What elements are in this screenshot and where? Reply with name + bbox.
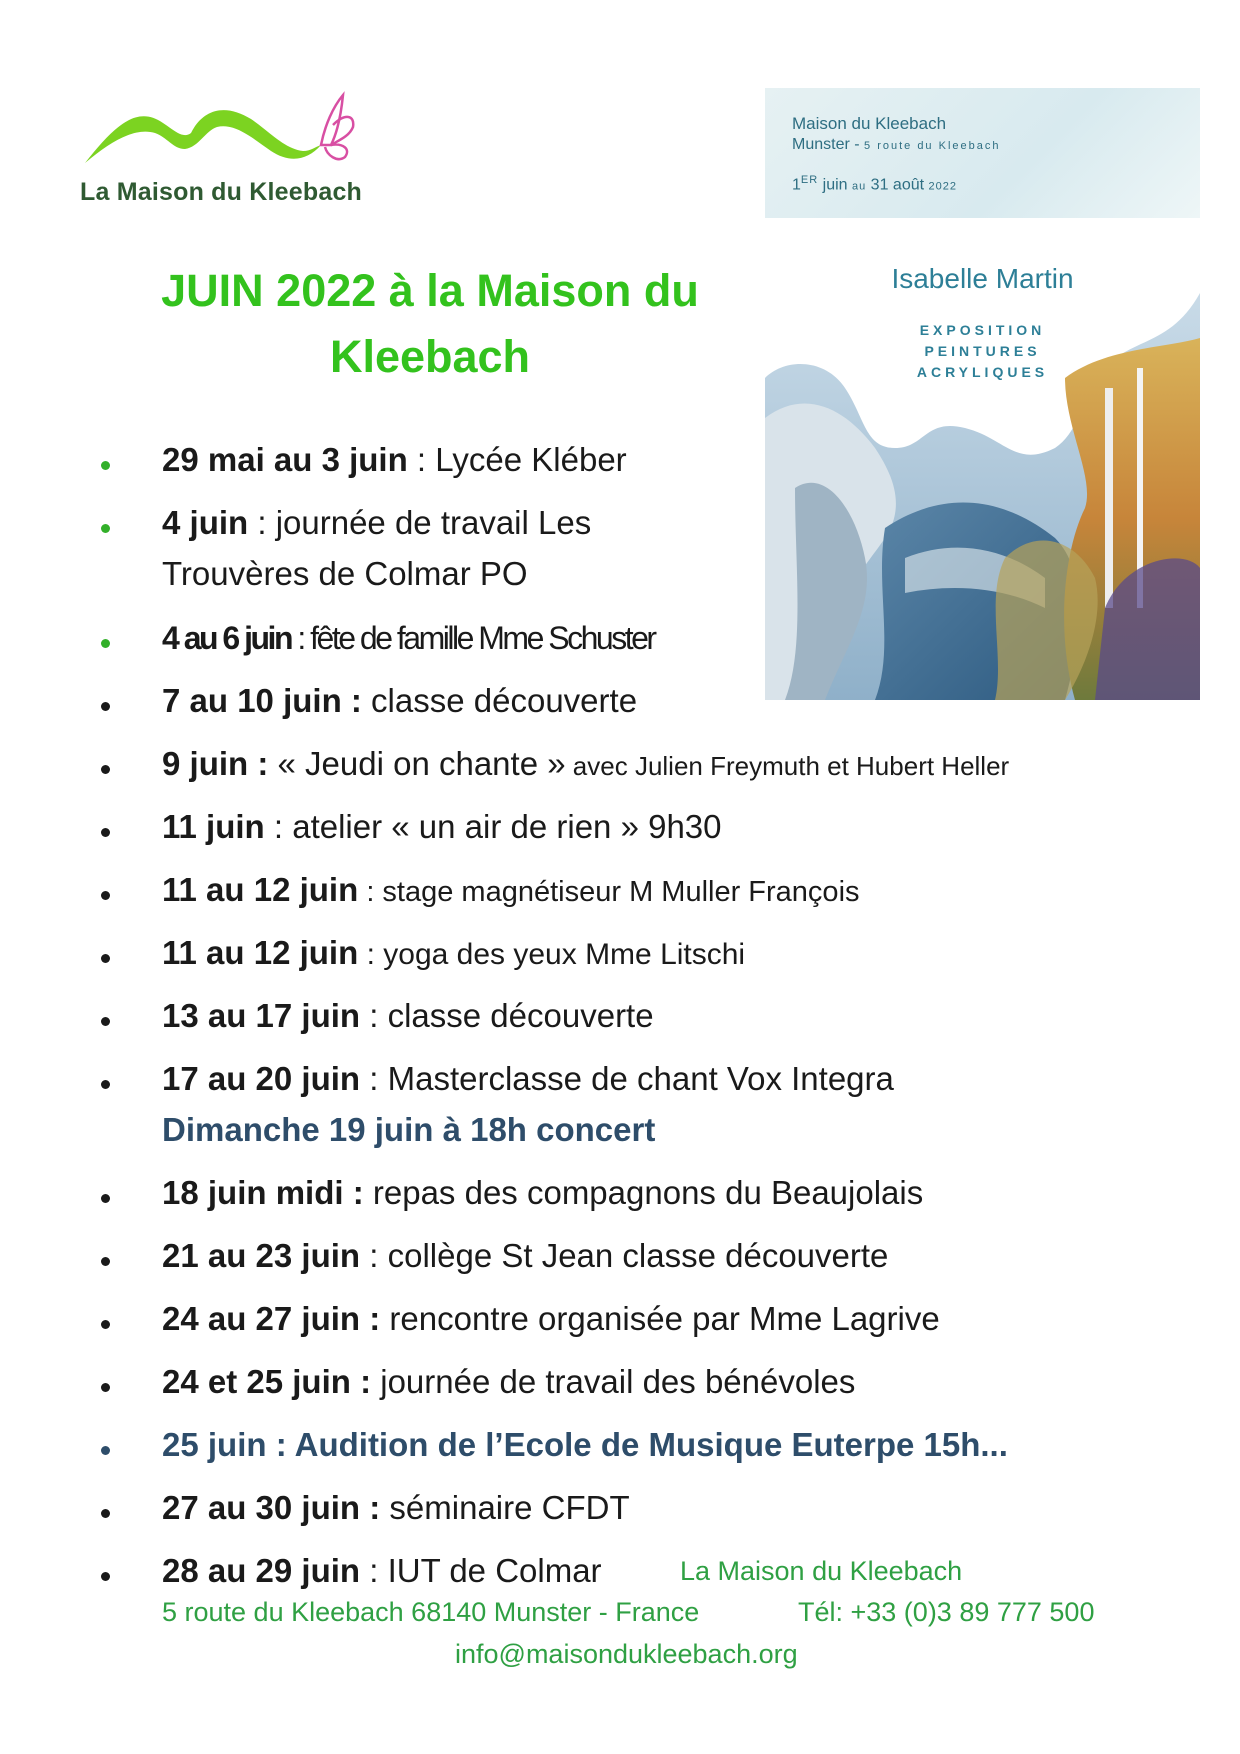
poster-painting <box>765 88 1200 700</box>
bullet-icon <box>101 461 110 470</box>
bullet-icon <box>101 1320 110 1329</box>
bullet-icon <box>101 954 110 963</box>
footer-address: 5 route du Kleebach 68140 Munster - France <box>162 1597 700 1627</box>
bullet-icon <box>101 1194 110 1203</box>
list-item: 24 au 27 juin : rencontre organisée par Mme Lagrive <box>162 1300 940 1337</box>
list-item: 21 au 23 juin : collège St Jean classe découverte <box>162 1237 889 1274</box>
list-item: 7 au 10 juin : classe découverte <box>162 682 638 719</box>
list-item: 13 au 17 juin : classe découverte <box>162 997 654 1034</box>
exhibition-poster <box>765 88 1200 700</box>
list-item: 28 au 29 juin : IUT de Colmar <box>162 1552 602 1589</box>
bullet-icon <box>101 765 110 774</box>
list-item-continuation: Trouvères de Colmar PO <box>162 555 528 592</box>
bullet-icon <box>101 702 110 711</box>
bullet-icon <box>101 828 110 837</box>
list-item: 29 mai au 3 juin : Lycée Kléber <box>162 441 627 478</box>
bullet-icon <box>101 1080 110 1089</box>
list-item: 11 au 12 juin : stage magnétiseur M Muller François <box>162 871 860 908</box>
list-item: 17 au 20 juin : Masterclasse de chant Vox Integra <box>162 1060 894 1097</box>
list-item: 27 au 30 juin : séminaire CFDT <box>162 1489 630 1526</box>
bullet-icon <box>101 1509 110 1518</box>
poster-venue: Maison du Kleebach <box>792 114 947 133</box>
list-item: 18 juin midi : repas des compagnons du Beaujolais <box>162 1174 924 1211</box>
bullet-icon <box>101 639 110 648</box>
footer-email-link[interactable]: info@maisondukleebach.org <box>455 1639 798 1669</box>
list-item: 4 au 6 juin : fête de famille Mme Schuster <box>162 620 655 656</box>
bullet-icon <box>101 1383 110 1392</box>
footer-phone: Tél: +33 (0)3 89 777 500 <box>798 1597 1095 1627</box>
page-title: JUIN 2022 à la Maison du Kleebach <box>161 265 699 382</box>
poster-address: Munster - 5 route du Kleebach <box>792 136 1001 153</box>
bullet-icon <box>101 1017 110 1026</box>
poster-exhibition-label: EXPOSITION PEINTURES ACRYLIQUES <box>916 322 1049 380</box>
list-item: 25 juin : Audition de l’Ecole de Musique Euterpe 15h... <box>162 1426 1008 1463</box>
bullet-icon <box>101 1446 110 1455</box>
bullet-icon <box>101 524 110 533</box>
poster-artist: Isabelle Martin <box>891 263 1074 294</box>
bullet-icon <box>101 891 110 900</box>
poster-dates: 1ER juin au 31 août 2022 <box>792 174 957 194</box>
concert-note: Dimanche 19 juin à 18h concert <box>162 1111 656 1148</box>
list-item: 9 juin : « Jeudi on chante » avec Julien Freymuth et Hubert Heller <box>162 745 1010 782</box>
bullet-icon <box>101 1572 110 1581</box>
list-item: 24 et 25 juin : journée de travail des bénévoles <box>162 1363 856 1400</box>
list-item: 11 juin : atelier « un air de rien » 9h30 <box>162 808 722 845</box>
footer-name: La Maison du Kleebach <box>680 1556 963 1586</box>
bullet-icon <box>101 1257 110 1266</box>
list-item: 11 au 12 juin : yoga des yeux Mme Litschi <box>162 934 746 971</box>
list-item: 4 juin : journée de travail Les <box>162 504 592 541</box>
logo-text: La Maison du Kleebach <box>80 178 363 206</box>
